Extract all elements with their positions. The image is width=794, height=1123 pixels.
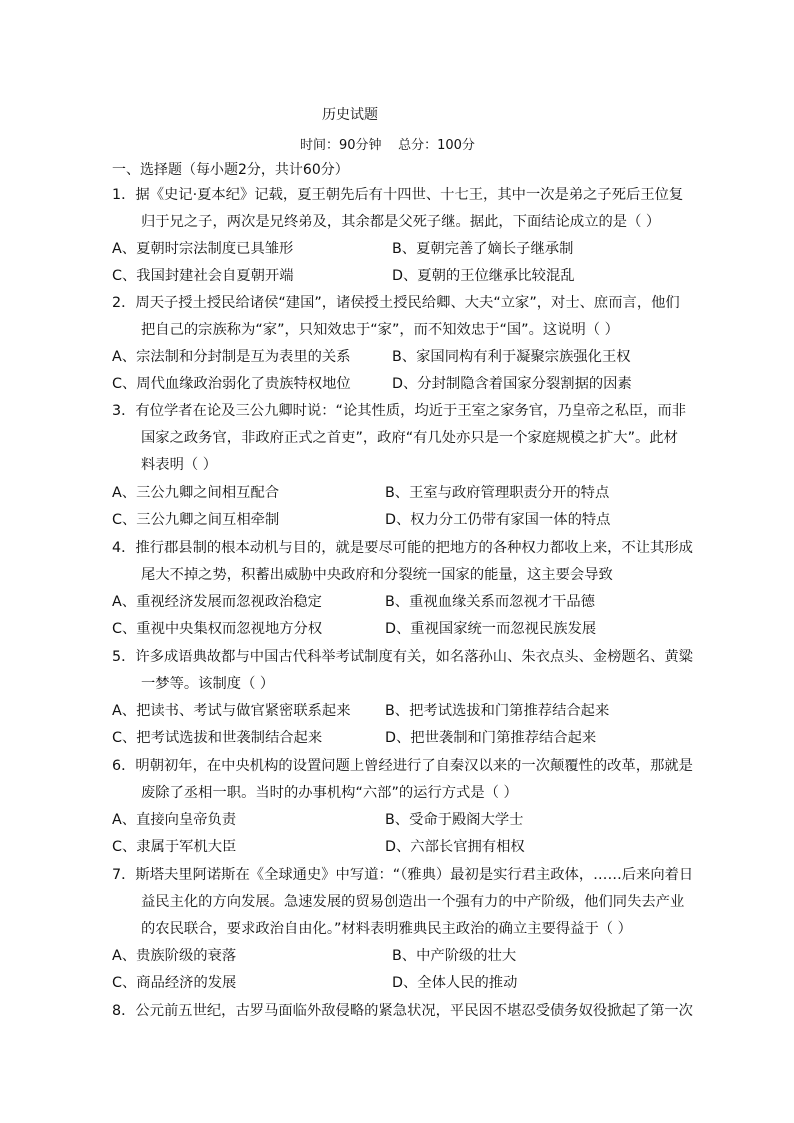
question-4-option-c[interactable]: C、重视中央集权而忽视地方分权 [112,621,323,637]
question-5-option-d[interactable]: D、把世袭制和门第推荐结合起来 [385,730,597,746]
question-2-option-c[interactable]: C、周代血缘政治弱化了贵族特权地位 [112,376,351,392]
question-6-line-1: 6．明朝初年，在中央机构的设置问题上曾经进行了自秦汉以来的一次颠覆性的改革，那就是 [112,758,693,774]
question-6-option-b[interactable]: B、受命于殿阁大学士 [385,812,524,828]
question-5-option-b[interactable]: B、把考试选拔和门第推荐结合起来 [385,703,610,719]
question-3-option-b[interactable]: B、王室与政府管理职责分开的特点 [385,485,610,501]
question-7-option-c[interactable]: C、商品经济的发展 [112,975,237,991]
question-3-option-a[interactable]: A、三公九卿之间相互配合 [112,485,280,501]
question-5-line-2: 一梦等。该制度（ ） [141,676,275,692]
question-7-option-d[interactable]: D、全体人民的推动 [392,975,518,991]
question-5-option-c[interactable]: C、把考试选拔和世袭制结合起来 [112,730,323,746]
question-3-option-c[interactable]: C、三公九卿之间互相牵制 [112,512,280,528]
question-6-option-a[interactable]: A、直接向皇帝负责 [112,812,237,828]
question-5-line-1: 5．许多成语典故都与中国古代科举考试制度有关，如名落孙山、朱衣点头、金榜题名、黄粱 [112,649,693,665]
question-7-line-2: 益民主化的方向发展。急速发展的贸易创造出一个强有力的中产阶级，他们同失去产业 [141,894,685,910]
question-2-line-2: 把自己的宗族称为“家”，只知效忠于“家”，而不知效忠于“国”。这说明（ ） [141,322,619,338]
question-2-line-1: 2．周天子授土授民给诸侯“建国”，诸侯授土授民给卿、大夫“立家”，对士、庶而言，他们 [112,295,680,311]
question-6-option-d[interactable]: D、六部长官拥有相权 [385,839,525,855]
question-2-option-b[interactable]: B、家国同构有利于凝聚宗族强化王权 [392,349,631,365]
question-1-line-2: 归于兄之子，两次是兄终弟及，其余都是父死子继。据此，下面结论成立的是（ ） [141,214,661,230]
question-4-option-d[interactable]: D、重视国家统一而忽视民族发展 [385,621,597,637]
question-1-option-a[interactable]: A、夏朝时宗法制度已具雏形 [112,241,294,257]
question-7-option-a[interactable]: A、贵族阶级的衰落 [112,948,237,964]
question-7-line-3: 的农民联合，要求政治自由化。”材料表明雅典民主政治的确立主要得益于（ ） [141,921,632,937]
question-5-option-a[interactable]: A、把读书、考试与做官紧密联系起来 [112,703,351,719]
section-heading: 一、选择题（每小题2分，共计60分） [112,162,349,178]
question-1-line-1: 1．据《史记·夏本纪》记载，夏王朝先后有十四世、十七王，其中一次是弟之子死后王位复 [112,187,684,203]
question-8-line-1: 8．公元前五世纪，古罗马面临外敌侵略的紧急状况，平民因不堪忍受债务奴役掀起了第一次 [112,1003,693,1019]
question-4-option-a[interactable]: A、重视经济发展而忽视政治稳定 [112,594,322,610]
question-3-line-2: 国家之政务官，非政府正式之首吏”，政府“有几处亦只是一个家庭规模之扩大”。此材 [141,430,678,446]
question-1-option-d[interactable]: D、夏朝的王位继承比较混乱 [392,268,575,284]
question-1-option-b[interactable]: B、夏朝完善了嫡长子继承制 [392,241,574,257]
question-3-line-1: 3．有位学者在论及三公九卿时说：“论其性质，均近于王室之家务官，乃皇帝之私臣，而非 [112,403,687,419]
question-4-line-1: 4．推行郡县制的根本动机与目的，就是要尽可能的把地方的各种权力都收上来，不让其形成 [112,540,693,556]
question-4-line-2: 尾大不掉之势，积蓄出威胁中央政府和分裂统一国家的能量，这主要会导致 [141,567,613,583]
question-6-line-2: 废除了丞相一职。当时的办事机构“六部”的运行方式是（ ） [141,785,518,801]
question-3-option-d[interactable]: D、权力分工仍带有家国一体的特点 [385,512,611,528]
question-2-option-a[interactable]: A、宗法制和分封制是互为表里的关系 [112,349,351,365]
exam-meta: 时间：90分钟 总分：100分 [300,138,475,153]
question-6-option-c[interactable]: C、隶属于军机大臣 [112,839,237,855]
question-2-option-d[interactable]: D、分封制隐含着国家分裂割据的因素 [392,376,632,392]
question-7-option-b[interactable]: B、中产阶级的壮大 [392,948,517,964]
page-title: 历史试题 [322,107,378,123]
question-4-option-b[interactable]: B、重视血缘关系而忽视才干品德 [385,594,595,610]
question-1-option-c[interactable]: C、我国封建社会自夏朝开端 [112,268,294,284]
question-7-line-1: 7．斯塔夫里阿诺斯在《全球通史》中写道：“（雅典）最初是实行君主政体，……后来向着日 [112,867,694,883]
question-3-line-3: 料表明（ ） [141,457,218,473]
